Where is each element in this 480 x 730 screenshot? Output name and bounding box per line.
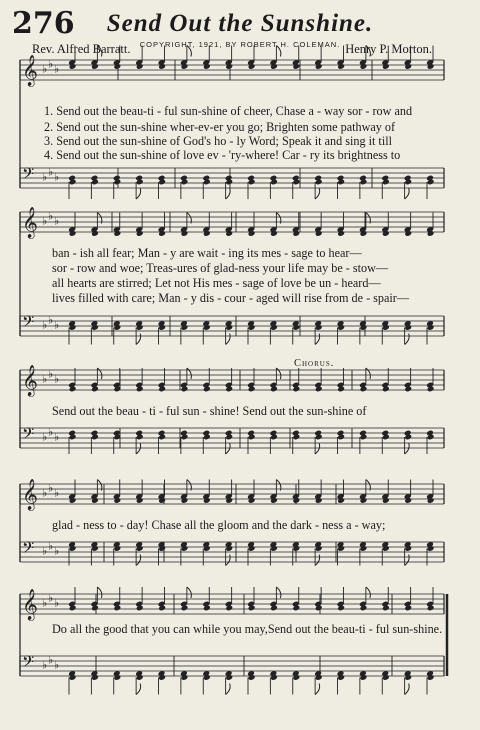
flat-icon: ♭ xyxy=(54,544,60,558)
flat-icon: ♭ xyxy=(54,318,60,332)
flat-icon: ♭ xyxy=(42,430,48,444)
note-flag xyxy=(187,587,192,598)
note-flag xyxy=(405,443,410,454)
hymn-title: Send Out the Sunshine. xyxy=(106,10,374,37)
note-flag xyxy=(97,46,102,57)
note-flag xyxy=(405,188,410,199)
flat-icon: ♭ xyxy=(48,367,54,381)
verse-1-line-a: 1. Send out the beau-ti - ful sun-shine of cheer, Chase a - way sor - row and xyxy=(44,104,413,118)
flat-icon: ♭ xyxy=(54,170,60,184)
verse-3-line-a: 3. Send out the sun-shine of God's ho - ly Word; Speak it and sing it till xyxy=(44,134,392,148)
composer-credit: Henry P. Morton. xyxy=(345,42,432,56)
flat-icon: ♭ xyxy=(42,62,48,76)
note-flag xyxy=(136,684,141,695)
flat-icon: ♭ xyxy=(42,596,48,610)
note-flag xyxy=(226,188,231,199)
chorus-label: Chorus. xyxy=(294,358,335,369)
note-flag xyxy=(226,555,231,566)
note-flag xyxy=(226,684,231,695)
flat-icon: ♭ xyxy=(54,372,60,386)
verse-4-line-a: 4. Send out the sun-shine of love ev - 'ry-where! Car - ry its brightness to xyxy=(44,148,401,162)
flat-icon: ♭ xyxy=(48,539,54,553)
flat-icon: ♭ xyxy=(48,57,54,71)
note-flag xyxy=(315,555,320,566)
flat-icon: ♭ xyxy=(48,425,54,439)
chorus-line-2: glad - ness to - day! Chase all the gloom and the dark - ness a - way; xyxy=(52,518,386,532)
note-flag xyxy=(187,46,192,57)
flat-icon: ♭ xyxy=(42,372,48,386)
note-flag xyxy=(136,443,141,454)
copyright-notice: COPYRIGHT, 1921, BY ROBERT H. COLEMAN. xyxy=(139,40,341,49)
lyricist-credit: Rev. Alfred Barratt. xyxy=(32,42,131,56)
note-flag xyxy=(136,188,141,199)
flat-icon: ♭ xyxy=(48,313,54,327)
verse-3-line-b: all hearts are stirred; Let not His mes - sage of love be un - heard— xyxy=(52,276,381,290)
note-flag xyxy=(276,46,281,57)
flat-icon: ♭ xyxy=(42,486,48,500)
bass-clef-icon: 𝄢 xyxy=(22,539,35,561)
flat-icon: ♭ xyxy=(48,209,54,223)
flat-icon: ♭ xyxy=(42,318,48,332)
treble-clef-icon: 𝄞 xyxy=(22,365,38,396)
flat-icon: ♭ xyxy=(48,165,54,179)
note-flag xyxy=(315,334,320,345)
note-flag xyxy=(136,334,141,345)
chorus-line-3: Do all the good that you can while you may,Send out the beau-ti - ful sun-shine. xyxy=(52,622,443,636)
treble-clef-icon: 𝄞 xyxy=(22,55,38,86)
verse-1-line-b: ban - ish all fear; Man - y are wait - ing its mes - sage to hear— xyxy=(52,246,362,260)
flat-icon: ♭ xyxy=(54,430,60,444)
flat-icon: ♭ xyxy=(54,62,60,76)
note-flag xyxy=(315,684,320,695)
note-flag xyxy=(97,587,102,598)
bass-clef-icon: 𝄢 xyxy=(22,313,35,335)
verse-4-line-b: lives filled with care; Man - y dis - cour - aged will rise from de - spair— xyxy=(52,291,410,305)
flat-icon: ♭ xyxy=(54,214,60,228)
flat-icon: ♭ xyxy=(48,653,54,667)
note-flag xyxy=(226,334,231,345)
flat-icon: ♭ xyxy=(48,481,54,495)
note-flag xyxy=(405,684,410,695)
verse-2-line-b: sor - row and woe; Treas-ures of glad-ness your life may be - stow— xyxy=(52,261,389,275)
bass-clef-icon: 𝄢 xyxy=(22,425,35,447)
note-flag xyxy=(366,587,371,598)
flat-icon: ♭ xyxy=(42,214,48,228)
note-flag xyxy=(405,334,410,345)
flat-icon: ♭ xyxy=(42,658,48,672)
treble-clef-icon: 𝄞 xyxy=(22,207,38,238)
note-flag xyxy=(366,46,371,57)
flat-icon: ♭ xyxy=(54,596,60,610)
note-flag xyxy=(276,587,281,598)
note-flag xyxy=(315,443,320,454)
note-flag xyxy=(315,188,320,199)
note-flag xyxy=(136,555,141,566)
treble-clef-icon: 𝄞 xyxy=(22,589,38,620)
verse-2-line-a: 2. Send out the sun-shine wher-ev-er you go; Brighten some pathway of xyxy=(44,120,396,134)
note-flag xyxy=(405,555,410,566)
bass-clef-icon: 𝄢 xyxy=(22,165,35,187)
flat-icon: ♭ xyxy=(54,486,60,500)
flat-icon: ♭ xyxy=(54,658,60,672)
bass-clef-icon: 𝄢 xyxy=(22,653,35,675)
flat-icon: ♭ xyxy=(42,170,48,184)
treble-clef-icon: 𝄞 xyxy=(22,479,38,510)
flat-icon: ♭ xyxy=(48,591,54,605)
flat-icon: ♭ xyxy=(42,544,48,558)
note-flag xyxy=(226,443,231,454)
chorus-line-1: Send out the beau - ti - ful sun - shine! Send out the sun-shine of xyxy=(52,404,367,418)
hymn-number: 276 xyxy=(12,6,75,41)
